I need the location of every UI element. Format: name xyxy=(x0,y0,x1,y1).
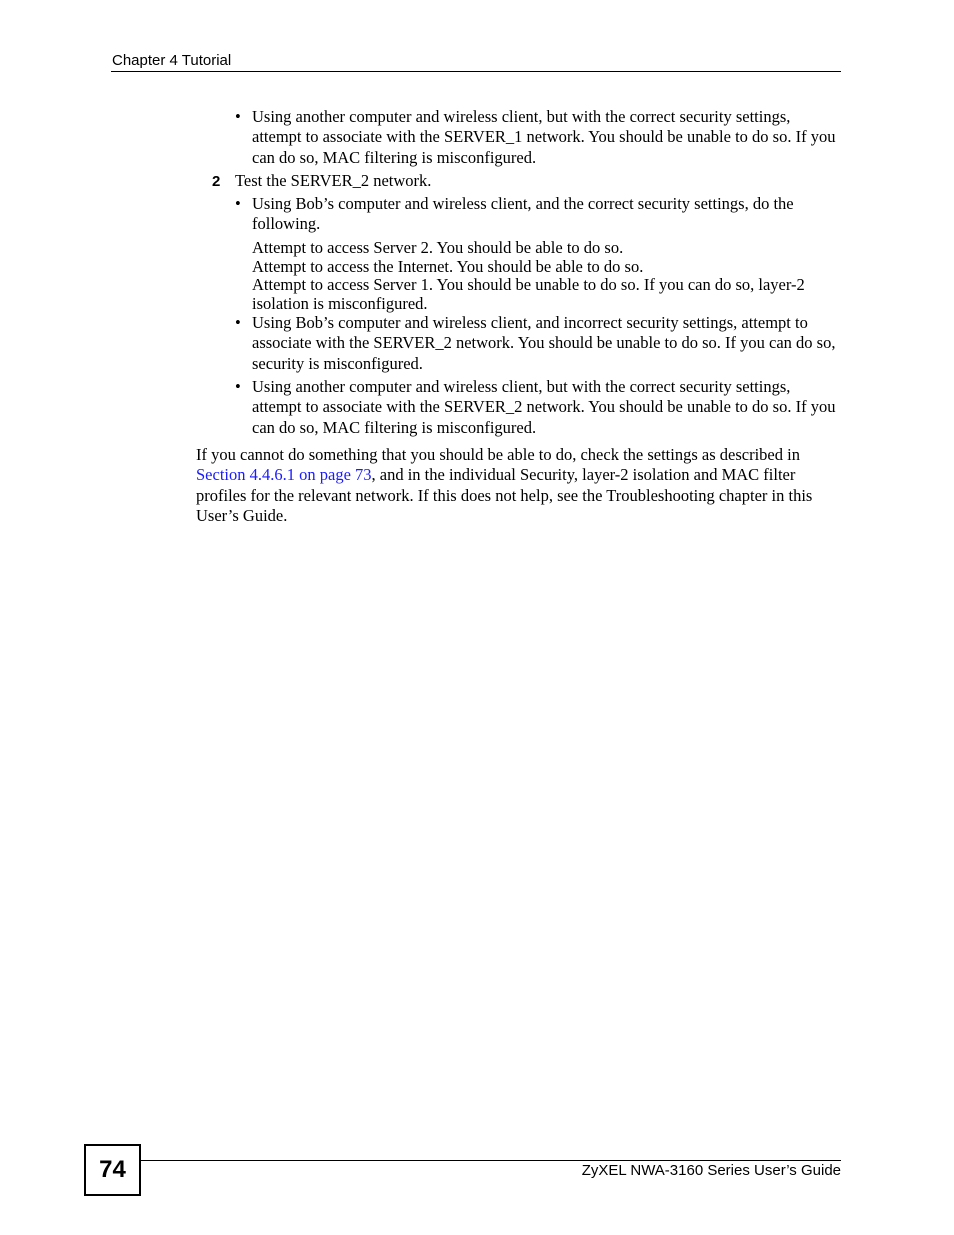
guide-title: ZyXEL NWA-3160 Series User’s Guide xyxy=(581,1162,841,1179)
running-header: Chapter 4 Tutorial xyxy=(112,52,232,69)
troubleshooting-paragraph xyxy=(196,445,841,526)
bullet-marker: • xyxy=(235,194,241,213)
bullet-marker: • xyxy=(235,313,241,332)
paragraph-text-start: If you cannot do something that you should be able to do, check the settings as described in xyxy=(196,445,800,464)
step-number: 2 xyxy=(212,173,221,190)
footer-divider xyxy=(140,1160,841,1161)
sub-item-server1: Attempt to access Server 1. You should be unable to do so. If you can do so, layer-2 isolation is misconfigured. xyxy=(252,275,805,313)
bullet-text: Using another computer and wireless client, but with the correct security settings, attempt to associate with the SERVER_2 network. You should be unable to do so. If you can do so, MAC filtering is misconfigured. xyxy=(252,377,836,437)
paragraph-text-end: , and in the individual Security, layer-2 isolation and MAC filter profiles for the relevant network. If this does not help, see the Troubleshooting chapter in this User’s Guide. xyxy=(196,465,813,525)
bullet-marker: • xyxy=(235,377,241,396)
section-link[interactable]: Section 4.4.6.1 on page 73 xyxy=(196,465,372,485)
step-text: Test the SERVER_2 network. xyxy=(235,171,432,190)
bullet-text: Using another computer and wireless client, but with the correct security settings, attempt to associate with the SERVER_1 network. You should be unable to do so. If you can do so, MAC filtering is misconfigured. xyxy=(252,107,836,167)
header-divider xyxy=(111,71,841,72)
bullet-text: Using Bob’s computer and wireless client, and the correct security settings, do the following. xyxy=(252,194,794,234)
sub-item-internet: Attempt to access the Internet. You should be able to do so. xyxy=(252,257,644,276)
page-number: 74 xyxy=(84,1144,141,1196)
bullet-marker: • xyxy=(235,107,241,126)
bullet-text: Using Bob’s computer and wireless client, and incorrect security settings, attempt to associate with the SERVER_2 network. You should be unable to do so. If you can do so, security is misconfigured. xyxy=(252,313,836,373)
sub-item-server2: Attempt to access Server 2. You should be able to do so. xyxy=(252,238,624,257)
